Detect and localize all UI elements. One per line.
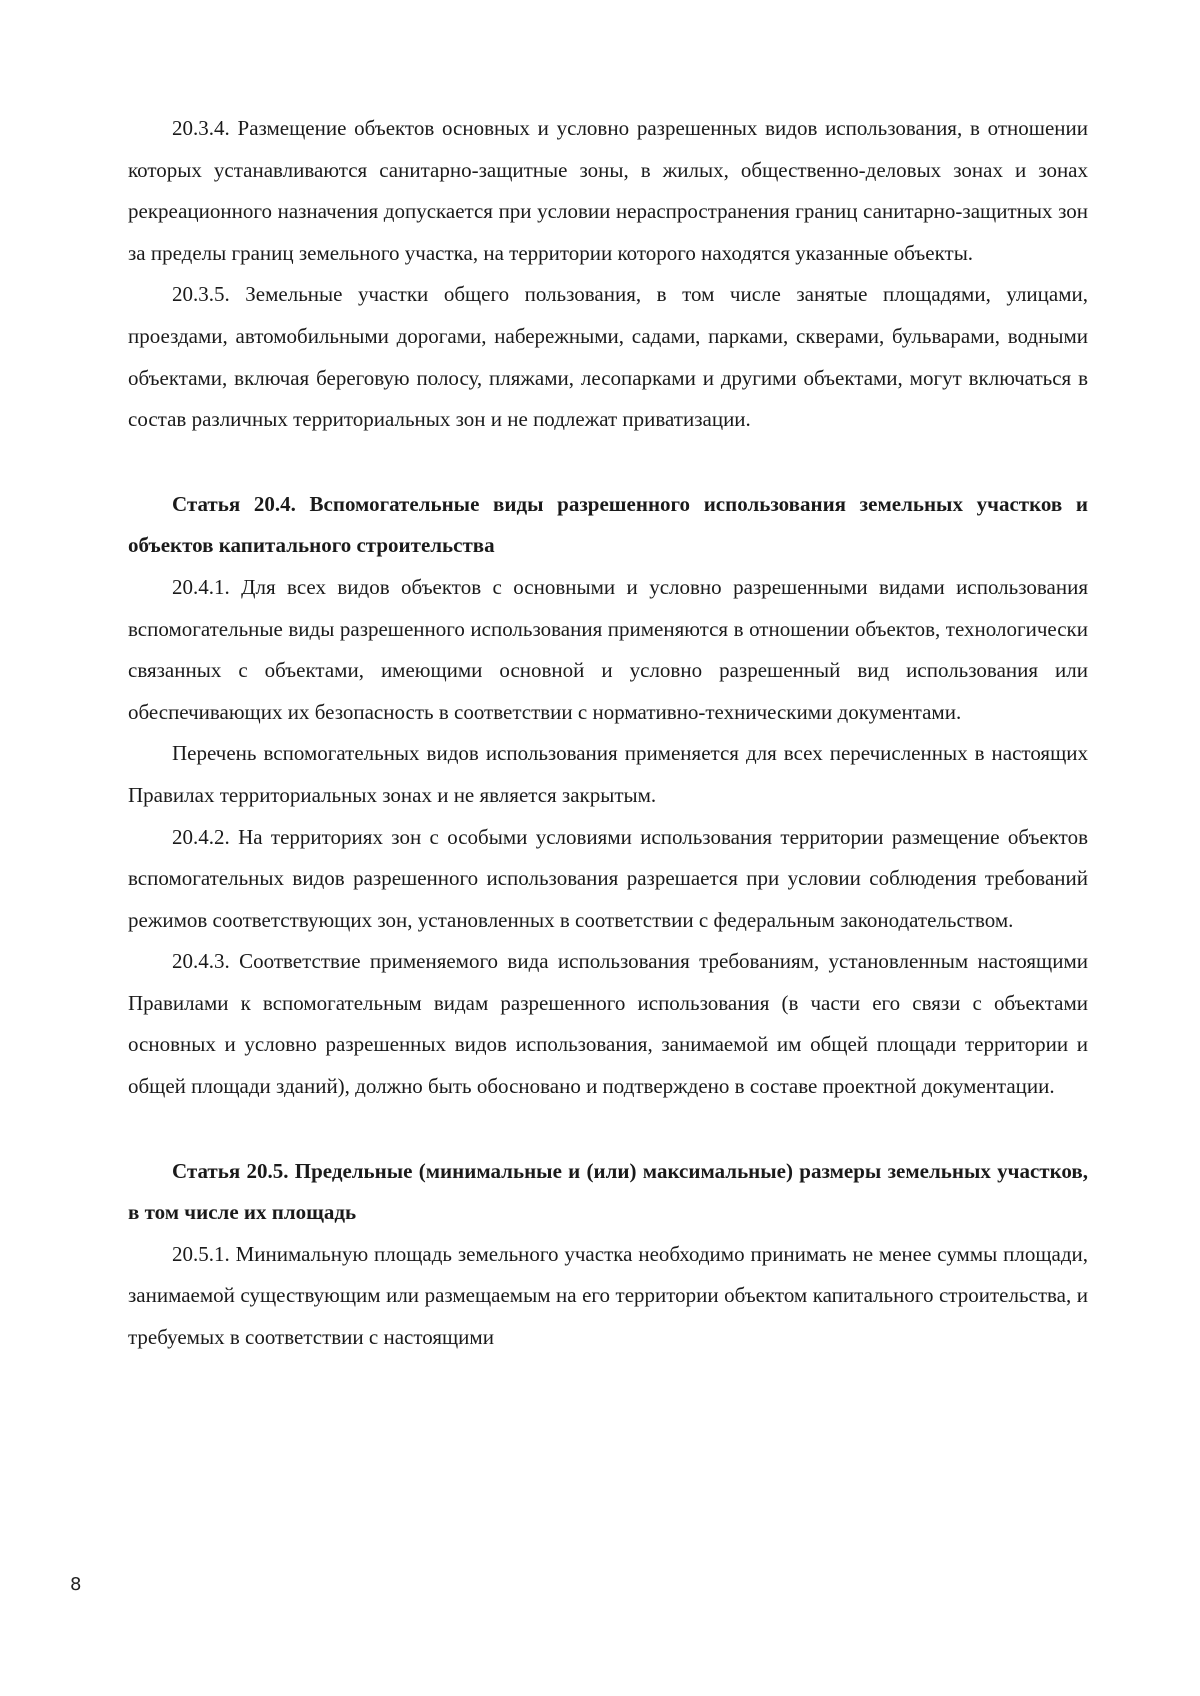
- paragraph-20-4-3: 20.4.3. Соответствие применяемого вида использования требованиям, установленным настоящими Правилами к вспомогательным видам разрешенного использования (в части его связи с объектами основных и условно разрешенных видов использования, занимаемой им общей площади территории и общей площади зданий), должно быть обосновано и подтверждено в составе проектной документации.: [128, 949, 1088, 1099]
- paragraph-20-4-2: 20.4.2. На территориях зон с особыми условиями использования территории размещение объектов вспомогательных видов разрешенного использования разрешается при условии соблюдения требований режимов соответствующих зон, установленных в соответствии с федеральным законодательством.: [128, 824, 1088, 932]
- paragraph-20-3-4: 20.3.4. Размещение объектов основных и условно разрешенных видов использования, в отношении которых устанавливаются санитарно-защитные зоны, в жилых, общественно-деловых зонах и зонах рекреационного назначения допускается при условии нераспространения границ санитарно-защитных зон за пределы границ земельного участка, на территории которого находятся указанные объекты.: [128, 116, 1088, 265]
- paragraph-20-3-5: 20.3.5. Земельные участки общего пользования, в том числе занятые площадями, улицами, проездами, автомобильными дорогами, набережными, садами, парками, скверами, бульварами, водными объектами, включая береговую полосу, пляжами, лесопарками и другими объектами, могут включаться в состав различных территориальных зон и не подлежат приватизации.: [128, 282, 1088, 432]
- page-number: 8: [70, 1574, 82, 1595]
- paragraph-20-5-1: 20.5.1. Минимальную площадь земельного участка необходимо принимать не менее суммы площади, занимаемой существующим или размещаемым на его территории объектом капитального строительства, и требуемых в соответствии с настоящими: [128, 1241, 1088, 1350]
- article-heading-20-5: Статья 20.5. Предельные (минимальные и (или) максимальные) размеры земельных участков, в том числе их площадь: [128, 1158, 1088, 1225]
- article-heading-20-4: Статья 20.4. Вспомогательные виды разрешенного использования земельных участков и объектов капитального строительства: [128, 491, 1088, 558]
- document-page: [128, 108, 1088, 1359]
- paragraph-auxiliary-list: Перечень вспомогательных видов использования применяется для всех перечисленных в настоящих Правилах территориальных зонах и не является закрытым.: [128, 741, 1088, 807]
- paragraph-20-4-1: 20.4.1. Для всех видов объектов с основными и условно разрешенными видами использования вспомогательные виды разрешенного использования применяются в отношении объектов, технологически связанных с объектами, имеющими основной и условно разрешенный вид использования или обеспечивающих их безопасность в соответствии с нормативно-техническими документами.: [128, 574, 1088, 724]
